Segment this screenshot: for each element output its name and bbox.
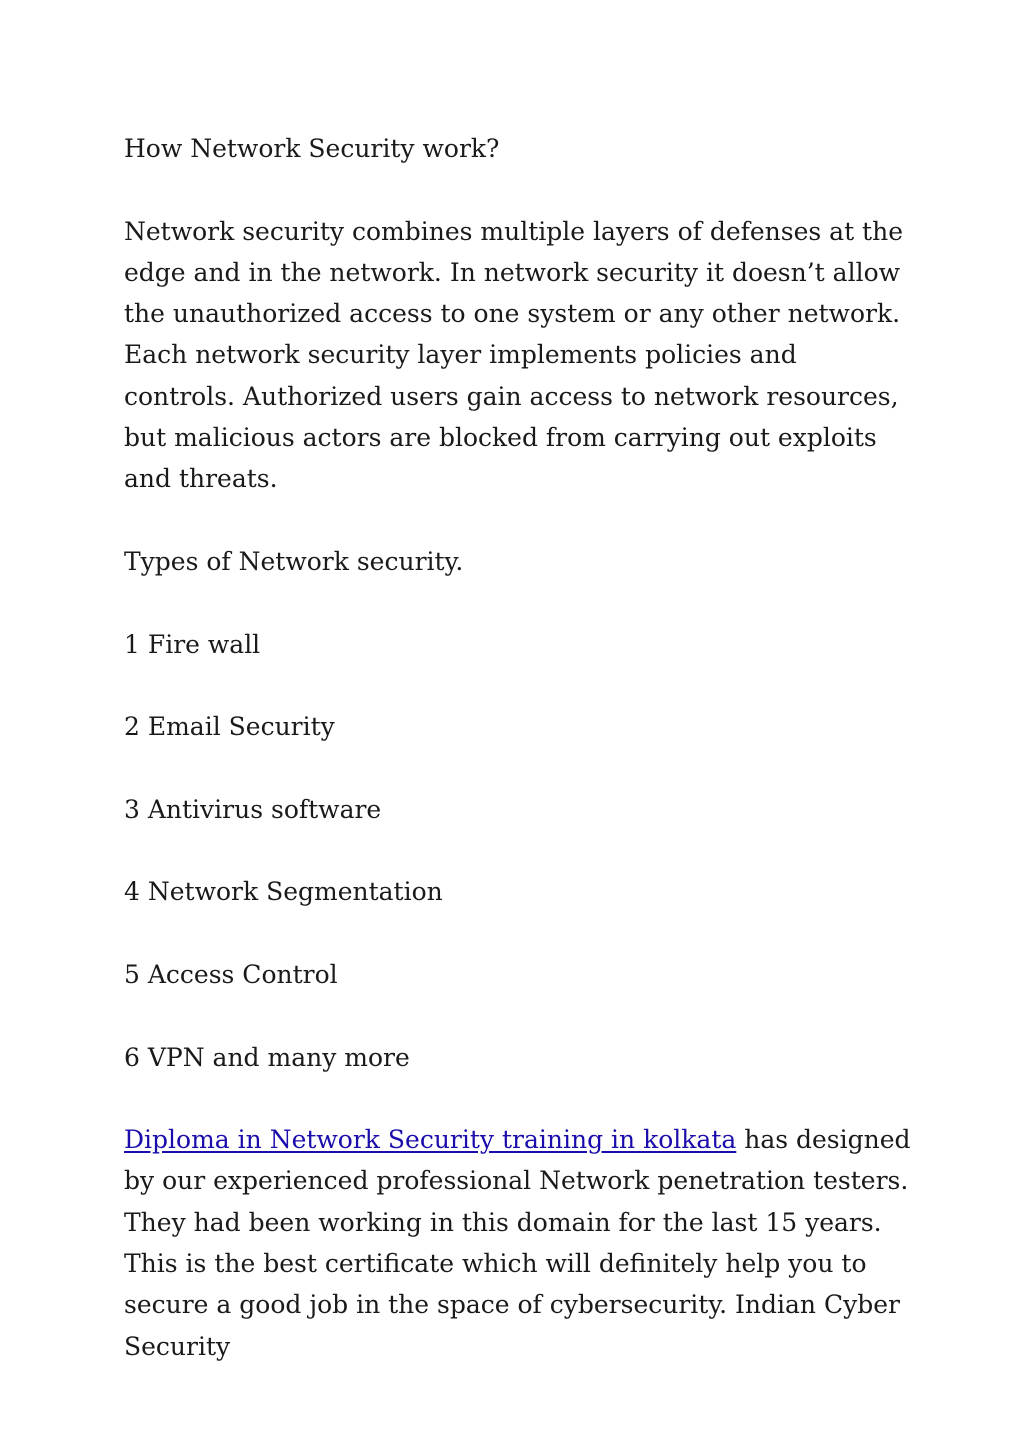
type-item-firewall: 1 Fire wall [124,629,261,659]
heading-types-of-network-security: Types of Network security. [124,546,464,576]
type-item-access-control: 5 Access Control [124,959,338,989]
document-page [124,128,914,1408]
diploma-training-link[interactable]: Diploma in Network Security training in kolkata [124,1125,737,1155]
diploma-paragraph-text: has designed by our experienced professional Network penetration testers. They had been working in this domain for the last 15 years. This is the best certificate which will definitely help you to secure a good job in the space of cybersecurity. Indian Cyber Security [124,1125,911,1361]
type-item-network-segmentation: 4 Network Segmentation [124,877,443,907]
type-item-email-security: 2 Email Security [124,712,335,742]
intro-paragraph: Network security combines multiple layers of defenses at the edge and in the network. In network security it doesn’t allow the unauthorized access to one system or any other network. Each network security layer implements policies and controls. Authorized users gain access to network resources, but malicious actors are blocked from carrying out exploits and threats. [124,216,904,494]
type-item-vpn: 6 VPN and many more [124,1042,410,1072]
heading-how-network-security-works: How Network Security work? [124,134,500,163]
type-item-antivirus-software: 3 Antivirus software [124,794,382,824]
diploma-paragraph [124,1119,914,1367]
